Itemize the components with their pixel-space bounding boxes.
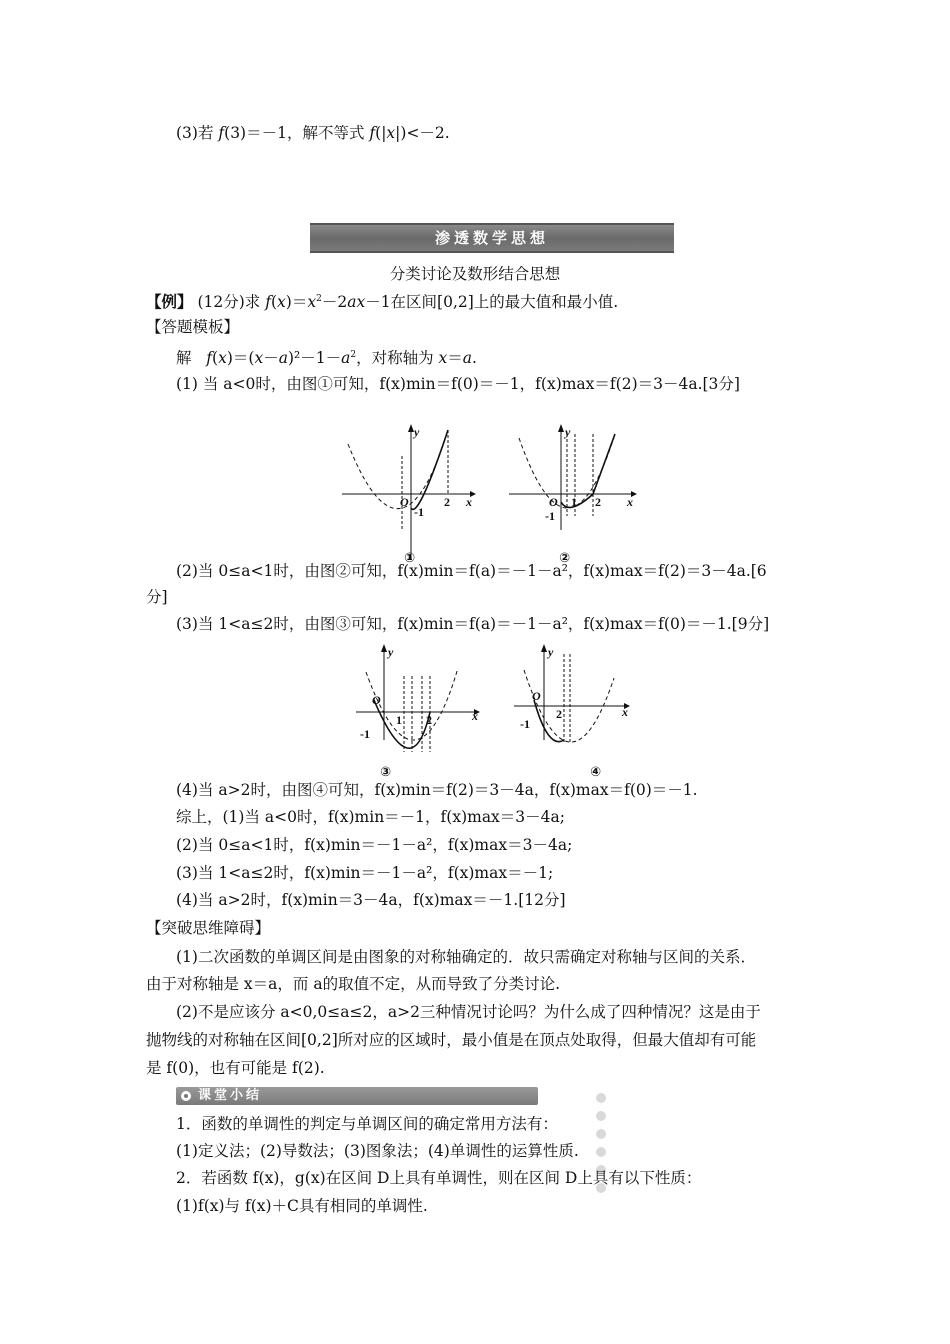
- sol-a: a: [278, 349, 288, 367]
- case-2: (2)当 0≤a<1时，由图②可知，f(x)min＝f(a)＝－1－a²，f(x)max＝f(2)＝3－4a.[6: [176, 562, 767, 580]
- sol-sup: 2: [350, 350, 357, 360]
- ex-a: a: [347, 293, 357, 311]
- sol-end: .: [472, 349, 477, 367]
- sol-mid: )＝(: [226, 349, 255, 367]
- g3-minus-one-label: -1: [360, 727, 370, 741]
- solution-line: 解 $f(x)=(x-a)^2-1-a^2$，对称轴为 x＝a.: [176, 349, 477, 367]
- g1-y-label: y: [414, 425, 420, 439]
- ex-x: x: [277, 293, 286, 311]
- solution-label: 解: [176, 349, 192, 367]
- g4-origin-label: O: [532, 689, 541, 703]
- summary-2: (2)当 0≤a<1时，f(x)min＝－1－a²，f(x)max＝3－4a;: [176, 836, 573, 854]
- g2-one-label: 1: [571, 495, 577, 509]
- summary-4: (4)当 a>2时，f(x)min＝3－4a，f(x)max＝－1.[12分]: [176, 891, 566, 909]
- graph-3: [350, 640, 490, 780]
- sol-minus: －: [263, 349, 279, 367]
- g2-origin-label: O: [549, 495, 558, 509]
- summary-point-2: 2．若函数 f(x)，g(x)在区间 D上具有单调性，则在区间 D上具有以下性质：: [176, 1169, 702, 1187]
- g2-minus-one-label: -1: [545, 509, 555, 523]
- case-2-cont: 分]: [146, 588, 168, 606]
- g4-x-label: x: [622, 705, 628, 719]
- g4-two-label: 2: [556, 707, 562, 721]
- parabola-solid: [561, 434, 615, 507]
- g1-origin-label: O: [400, 495, 409, 509]
- g2-y-label: y: [565, 425, 571, 439]
- sol-x3: x: [438, 349, 448, 367]
- y-axis-arrow: [381, 644, 387, 652]
- ex-x2: x: [307, 293, 317, 311]
- g2-x-label: x: [627, 495, 633, 509]
- summary-3: (3)当 1<a≤2时，f(x)min＝－1－a²，f(x)max＝－1;: [176, 864, 554, 882]
- sol-axis: ，对称轴为: [356, 349, 439, 367]
- g3-two-label: 2: [426, 713, 432, 727]
- q3-mid: (3)＝－1，解不等式: [224, 124, 370, 142]
- example-label: 【例】: [146, 292, 193, 311]
- q3-f2: f: [369, 124, 376, 142]
- example-score: (12分)求: [197, 293, 266, 311]
- graph-1: [338, 420, 478, 565]
- example-line: 【例】 (12分)求 $f(x)=x^2-2ax-1$在区间[0,2]上的最大值和最小值.: [146, 292, 619, 311]
- class-summary-header: [176, 1087, 538, 1105]
- sol-a2: a: [341, 349, 351, 367]
- g1-minus-one-label: -1: [414, 505, 424, 519]
- sol-a3: a: [462, 349, 473, 367]
- summary-title: 课堂小结: [198, 1088, 263, 1103]
- bullet-icon: [181, 1091, 191, 1101]
- breakthrough-2c: 是 f(0)，也有可能是 f(2).: [146, 1059, 325, 1077]
- y-axis-arrow: [541, 644, 547, 652]
- summary-point-2-property: (1)f(x)与 f(x)＋C具有相同的单调性.: [176, 1197, 428, 1215]
- question-3: [176, 122, 856, 144]
- g1-caption: ①: [404, 551, 416, 565]
- template-label: 【答题模板】: [146, 318, 240, 336]
- g4-minus-one-label: -1: [520, 717, 530, 731]
- section-subtitle: 分类讨论及数形结合思想: [389, 265, 561, 283]
- summary-point-1-methods: (1)定义法；(2)导数法；(3)图象法；(4)单调性的运算性质.: [176, 1142, 579, 1160]
- sol-x2: x: [254, 349, 264, 367]
- breakthrough-1a: (1)二次函数的单调区间是由图象的对称轴确定的．故只需确定对称轴与区间的关系．: [176, 948, 756, 966]
- ex-rest: －2: [321, 293, 348, 311]
- q3-x: x: [386, 124, 396, 142]
- g4-y-label: y: [548, 645, 554, 659]
- g1-two-label: 2: [444, 495, 450, 509]
- g1-x-label: x: [466, 495, 472, 509]
- summary-point-1: 1．函数的单调性的判定与单调区间的确定常用方法有：: [176, 1115, 558, 1133]
- breakthrough-2a: (2)不是应该分 a<0,0≤a≤2，a>2三种情况讨论吗？为什么成了四种情况？这是由于: [176, 1003, 761, 1021]
- g3-origin-label: O: [372, 693, 381, 707]
- y-axis-arrow: [558, 424, 564, 432]
- graph-2: [505, 420, 645, 565]
- graph-4: [510, 640, 640, 780]
- g2-two-label: 2: [595, 495, 601, 509]
- summary-1: 综上，(1)当 a<0时，f(x)min＝－1，f(x)max＝3－4a;: [176, 808, 565, 826]
- g4-caption: ④: [590, 765, 602, 780]
- sol-eqa: ＝: [447, 349, 463, 367]
- g3-y-label: y: [388, 645, 394, 659]
- parabola-dashed: [348, 430, 448, 509]
- ex-f: f: [265, 293, 271, 311]
- ex-sup: 2: [316, 294, 322, 304]
- sol-x: x: [218, 349, 227, 367]
- q3-post: (|: [375, 124, 387, 142]
- section-banner: 渗透数学思想: [310, 223, 674, 253]
- q3-tail: |)<－2.: [395, 124, 450, 142]
- q3-f: f: [218, 124, 225, 142]
- breakthrough-1b: 由于对称轴是 x＝a，而 a的取值不定，从而导致了分类讨论.: [146, 975, 561, 993]
- q3-prefix: (3)若: [176, 124, 219, 142]
- g3-x-label: x: [472, 709, 478, 723]
- breakthrough-label: 【突破思维障碍】: [146, 919, 271, 937]
- sol-sq: )²－1－: [287, 349, 342, 367]
- g3-one-label: 1: [396, 713, 402, 727]
- g3-caption: ③: [380, 765, 392, 780]
- case-4: (4)当 a>2时，由图④可知，f(x)min＝f(2)＝3－4a，f(x)max＝f(0)＝－1.: [176, 781, 698, 799]
- ex-x3: x: [356, 293, 366, 311]
- breakthrough-2b: 抛物线的对称轴在区间[0,2]所对应的区域时，最小值是在顶点处取得，但最大值却有可能: [146, 1031, 757, 1049]
- sol-f: f: [206, 349, 213, 367]
- ex-eq: )＝: [285, 293, 308, 311]
- case-3: (3)当 1<a≤2时，由图③可知，f(x)min＝f(a)＝－1－a²，f(x)max＝f(0)＝－1.[9分]: [176, 615, 770, 633]
- ex-rest2: －1在区间[0,2]上的最大值和最小值.: [365, 293, 619, 311]
- case-1: (1) 当 a<0时，由图①可知，f(x)min＝f(0)＝－1，f(x)max＝f(2)＝3－4a.[3分]: [176, 375, 740, 393]
- g2-caption: ②: [559, 551, 571, 565]
